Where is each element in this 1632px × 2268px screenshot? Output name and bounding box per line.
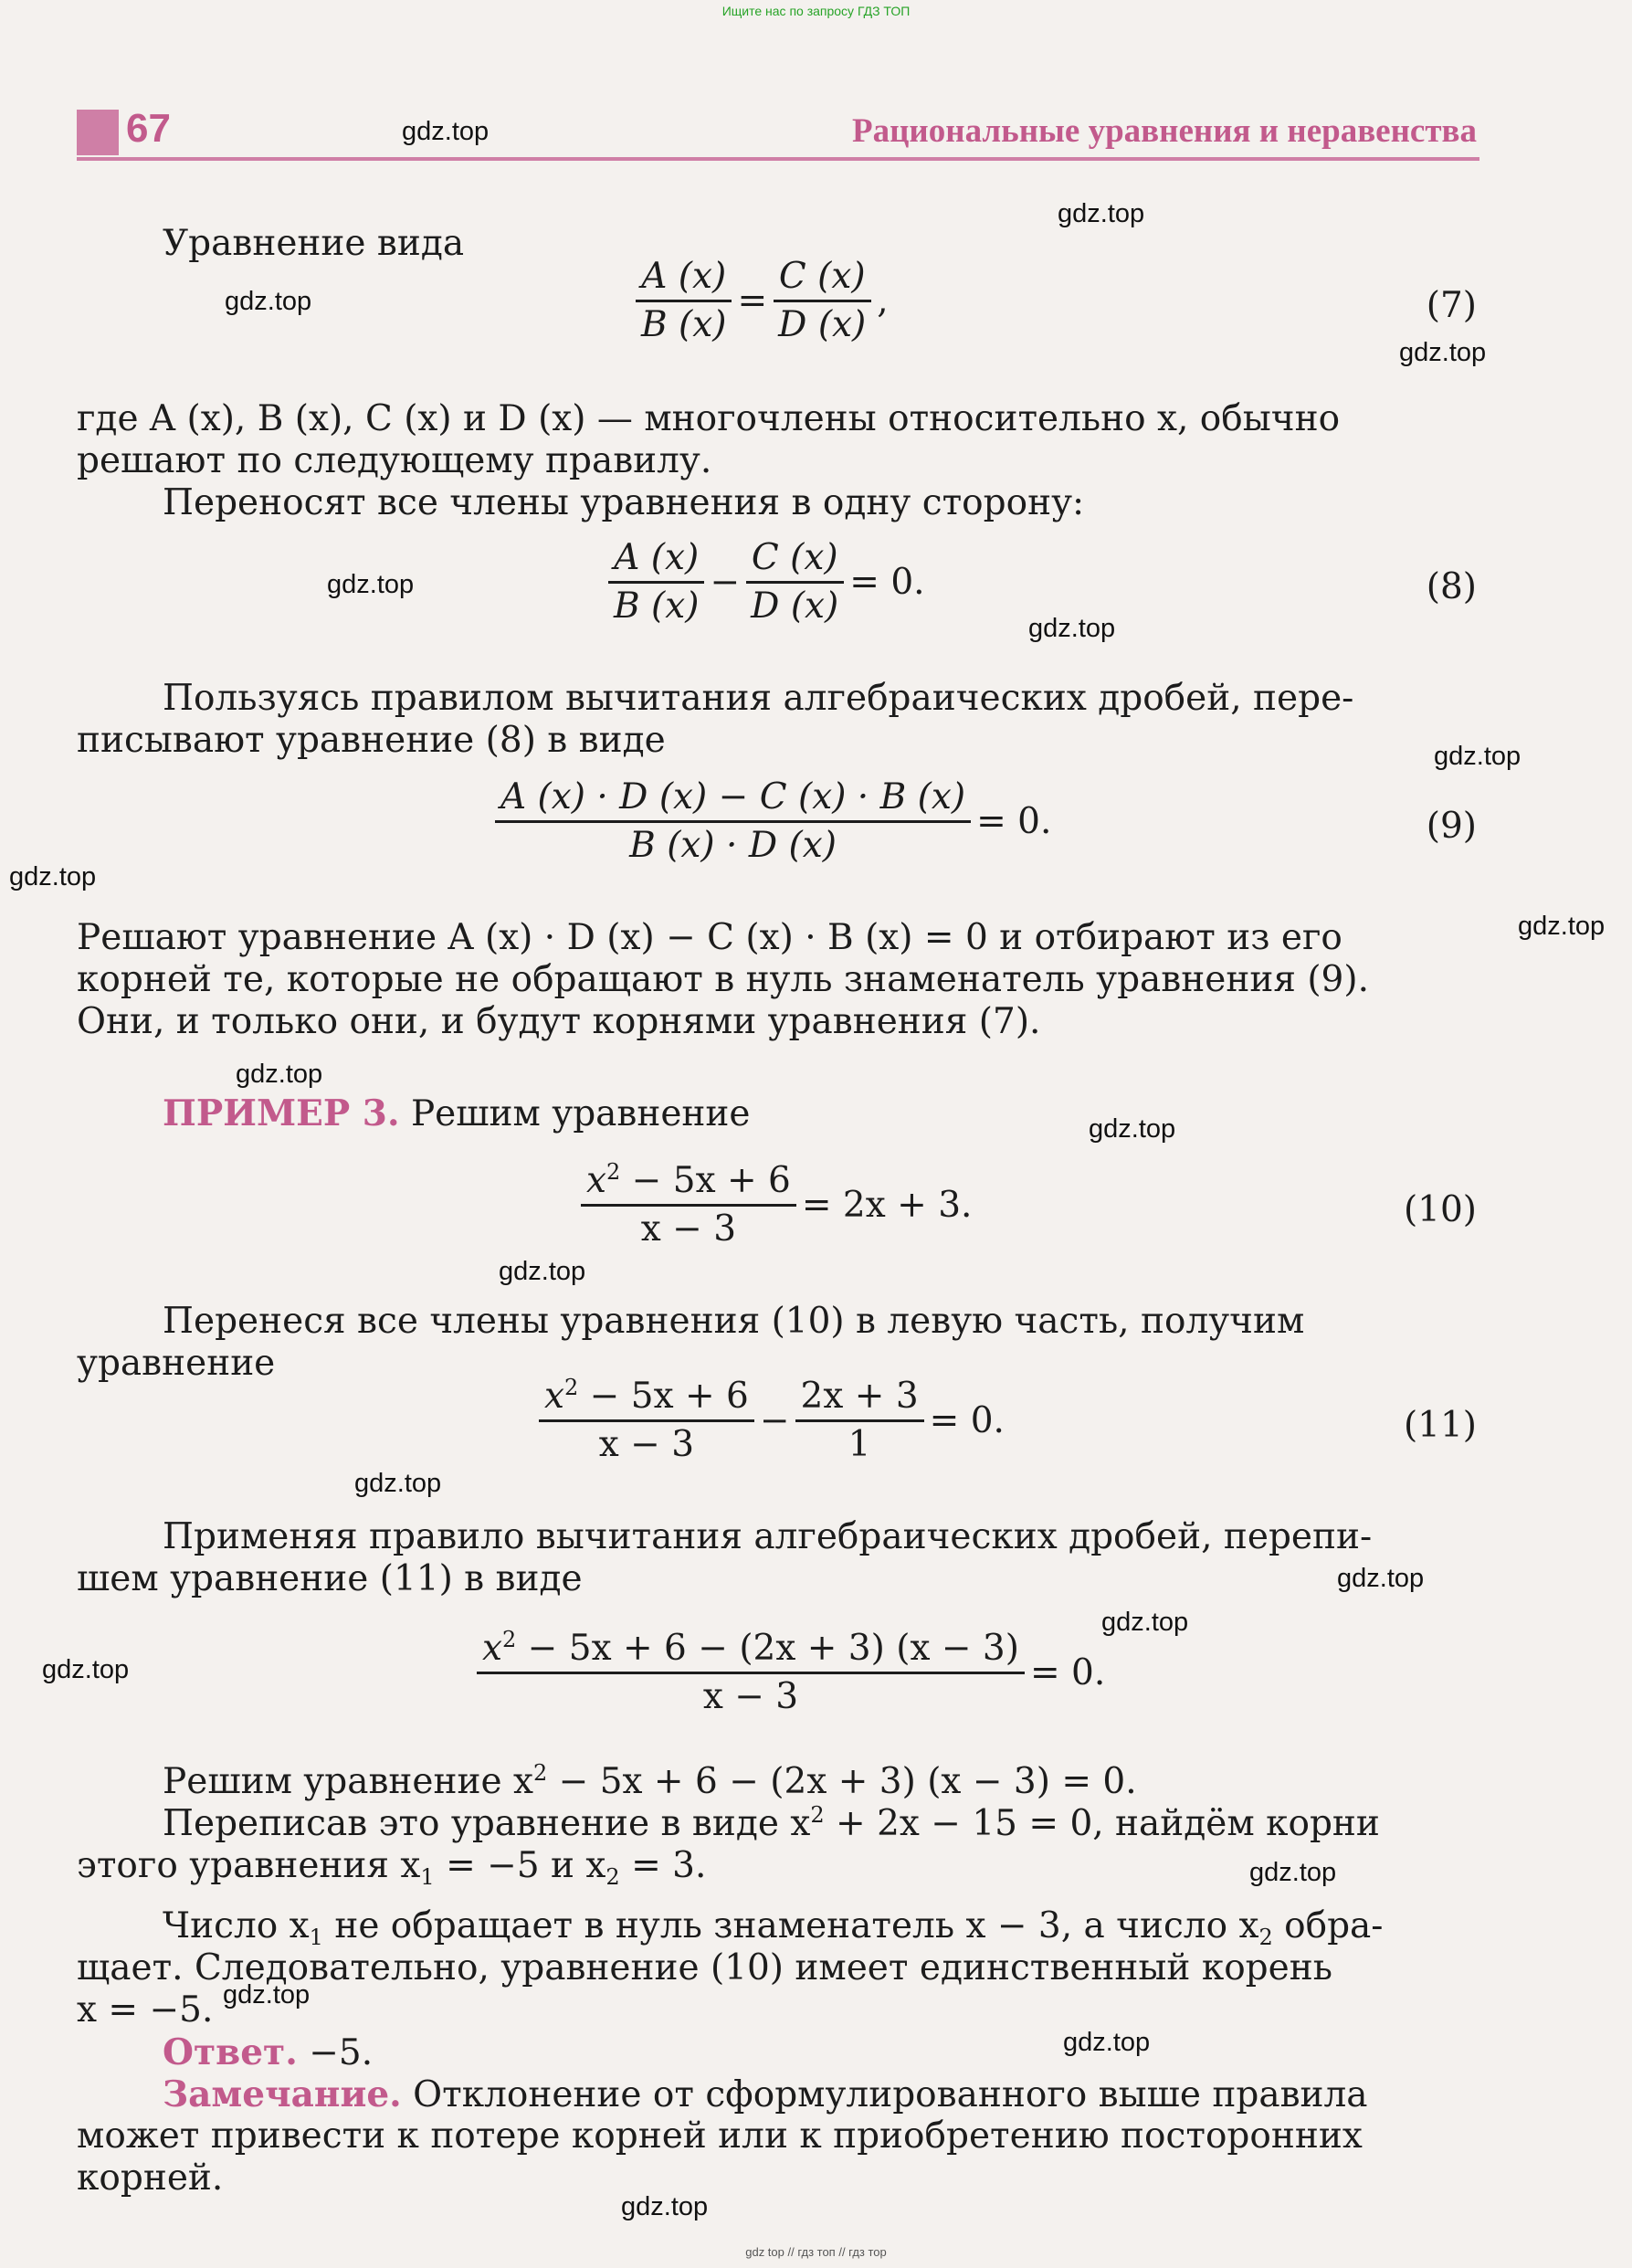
remark-text: Отклонение от сформулированного выше правила bbox=[413, 2074, 1368, 2115]
text-line: писывают уравнение (8) в виде bbox=[77, 720, 666, 761]
watermark: gdz.top bbox=[1089, 1114, 1176, 1144]
answer-label: Ответ. bbox=[163, 2031, 298, 2073]
remark-line bbox=[163, 2073, 1368, 2116]
text-line: щает. Следовательно, уравнение (10) имеет единственный корень bbox=[77, 1947, 1332, 1988]
example-text: Решим уравнение bbox=[410, 1093, 751, 1134]
eq11-num-var: x bbox=[544, 1376, 564, 1417]
eq7-tail: , bbox=[877, 280, 889, 322]
eq12-den: x − 3 bbox=[702, 1676, 799, 1717]
eq10-num-var: x bbox=[586, 1160, 606, 1201]
text-part: = −5 и x bbox=[434, 1845, 606, 1886]
eq10-num-rest: − 5x + 6 bbox=[620, 1160, 791, 1201]
example-label: ПРИМЕР 3. bbox=[163, 1092, 400, 1134]
text-line bbox=[163, 1905, 1384, 1950]
answer-value: −5. bbox=[309, 2032, 374, 2073]
text-line: Они, и только они, и будут корнями уравнения (7). bbox=[77, 1001, 1041, 1042]
eq12-num-var: x bbox=[482, 1628, 502, 1669]
eq8-den-right: D (x) bbox=[751, 585, 839, 627]
watermark: gdz.top bbox=[327, 570, 415, 599]
eq9-den: B (x) · D (x) bbox=[629, 825, 837, 866]
watermark: gdz.top bbox=[1101, 1608, 1189, 1637]
text-line bbox=[163, 1803, 1380, 1845]
text-part: этого уравнения x bbox=[77, 1845, 421, 1886]
equation-8 bbox=[603, 535, 925, 629]
text-line: корней те, которые не обращают в нуль знаменатель уравнения (9). bbox=[77, 959, 1369, 1000]
eq10-den: x − 3 bbox=[640, 1208, 737, 1250]
eq8-num-right: C (x) bbox=[746, 535, 844, 584]
text-line: Применяя правило вычитания алгебраических дробей, перепи- bbox=[163, 1516, 1373, 1557]
superscript: 2 bbox=[532, 1760, 548, 1786]
watermark: gdz.top bbox=[621, 2192, 709, 2221]
subscript: 2 bbox=[605, 1864, 620, 1890]
top-note: Ищите нас по запросу ГДЗ ТОП bbox=[721, 4, 911, 18]
text-line: Решают уравнение A (x) · D (x) − C (x) · B (x) = 0 и отбирают из его bbox=[77, 917, 1342, 958]
watermark: gdz.top bbox=[42, 1655, 130, 1684]
text-line: корней. bbox=[77, 2157, 224, 2199]
equation-7 bbox=[630, 254, 889, 348]
eq11-num-exp: 2 bbox=[564, 1375, 579, 1400]
eq12-tail: = 0. bbox=[1029, 1652, 1106, 1693]
equation-number-10: (10) bbox=[1403, 1189, 1477, 1230]
text-line: Уравнение вида bbox=[163, 223, 465, 264]
text-line: Перенеся все члены уравнения (10) в левую часть, получим bbox=[163, 1301, 1305, 1342]
text-part: Переписав это уравнение в виде x bbox=[163, 1803, 811, 1844]
example-heading bbox=[163, 1092, 751, 1135]
subscript: 1 bbox=[309, 1925, 323, 1950]
watermark: gdz.top bbox=[223, 1980, 311, 2010]
equation-11 bbox=[533, 1374, 1005, 1468]
text-line bbox=[163, 1761, 1137, 1803]
eq10-tail: = 2x + 3. bbox=[801, 1185, 973, 1226]
header-rule bbox=[77, 157, 1479, 161]
eq11-operator: − bbox=[759, 1400, 790, 1441]
text-part: обра- bbox=[1272, 1905, 1384, 1946]
text-part: Число x bbox=[163, 1905, 310, 1946]
text-line: уравнение bbox=[77, 1343, 276, 1384]
text-line: решают по следующему правилу. bbox=[77, 440, 712, 481]
text-part: Решим уравнение x bbox=[163, 1761, 533, 1802]
watermark: gdz.top bbox=[9, 862, 97, 891]
text-line: где A (x), B (x), C (x) и D (x) — многочлены относительно x, обычно bbox=[77, 398, 1341, 439]
eq11-den-left: x − 3 bbox=[598, 1424, 695, 1465]
page-marker bbox=[77, 110, 119, 155]
equation-number-7: (7) bbox=[1426, 285, 1477, 326]
remark-label: Замечание. bbox=[163, 2073, 402, 2115]
equation-number-9: (9) bbox=[1426, 806, 1477, 847]
text-part: + 2x − 15 = 0, найдём корни bbox=[824, 1803, 1380, 1844]
equation-number-11: (11) bbox=[1403, 1405, 1477, 1446]
watermark: gdz.top bbox=[1399, 338, 1487, 367]
eq7-den-left: B (x) bbox=[641, 304, 727, 345]
text-line: x = −5. bbox=[77, 1989, 214, 2031]
eq7-num-left: A (x) bbox=[636, 254, 732, 302]
eq9-tail: = 0. bbox=[976, 801, 1052, 842]
watermark: gdz.top bbox=[1434, 742, 1521, 771]
subscript: 2 bbox=[1258, 1925, 1273, 1950]
eq11-tail: = 0. bbox=[929, 1400, 1005, 1441]
equation-9 bbox=[490, 775, 1051, 869]
eq11-num-right: 2x + 3 bbox=[795, 1374, 924, 1422]
eq7-operator: = bbox=[737, 280, 768, 322]
answer-line bbox=[163, 2031, 373, 2074]
eq11-den-right: 1 bbox=[848, 1424, 871, 1465]
equation-number-8: (8) bbox=[1426, 566, 1477, 607]
eq10-num-exp: 2 bbox=[606, 1159, 621, 1185]
watermark: gdz.top bbox=[499, 1257, 586, 1286]
watermark: gdz.top bbox=[1249, 1858, 1337, 1887]
watermark: gdz.top bbox=[1063, 2028, 1151, 2057]
eq7-den-right: D (x) bbox=[778, 304, 867, 345]
eq7-num-right: C (x) bbox=[774, 254, 871, 302]
eq8-num-left: A (x) bbox=[608, 535, 704, 584]
text-line bbox=[77, 1845, 707, 1890]
watermark: gdz.top bbox=[354, 1469, 442, 1498]
eq8-operator: − bbox=[710, 562, 741, 603]
text-line: Переносят все члены уравнения в одну сторону: bbox=[163, 482, 1085, 523]
running-title: Рациональные уравнения и неравенства bbox=[852, 112, 1477, 150]
eq8-den-left: B (x) bbox=[614, 585, 700, 627]
watermark: gdz.top bbox=[1058, 199, 1145, 228]
text-line: Пользуясь правилом вычитания алгебраических дробей, пере- bbox=[163, 678, 1354, 719]
eq12-num-rest: − 5x + 6 − (2x + 3) (x − 3) bbox=[516, 1628, 1019, 1669]
watermark: gdz.top bbox=[236, 1060, 323, 1089]
eq11-num-rest: − 5x + 6 bbox=[578, 1376, 749, 1417]
eq8-tail: = 0. bbox=[849, 562, 925, 603]
watermark: gdz.top bbox=[1337, 1564, 1425, 1593]
text-part: не обращает в нуль знаменатель x − 3, а число x bbox=[322, 1905, 1259, 1946]
equation-12 bbox=[471, 1626, 1105, 1720]
bottom-note: gdz top // гдз топ // гдз тор bbox=[745, 2245, 887, 2259]
watermark: gdz.top bbox=[225, 287, 312, 316]
text-part: − 5x + 6 − (2x + 3) (x − 3) = 0. bbox=[547, 1761, 1137, 1802]
eq9-num: A (x) · D (x) − C (x) · B (x) bbox=[495, 775, 971, 823]
superscript: 2 bbox=[810, 1802, 825, 1828]
subscript: 1 bbox=[420, 1864, 435, 1890]
watermark: gdz.top bbox=[1028, 614, 1116, 643]
text-line: шем уравнение (11) в виде bbox=[77, 1558, 583, 1599]
eq12-num-exp: 2 bbox=[502, 1627, 517, 1652]
watermark: gdz.top bbox=[402, 117, 490, 146]
watermark: gdz.top bbox=[1518, 912, 1606, 941]
equation-10 bbox=[575, 1158, 972, 1252]
text-part: = 3. bbox=[619, 1845, 707, 1886]
page-number: 67 bbox=[126, 106, 171, 151]
text-line: может привести к потере корней или к приобретению посторонних bbox=[77, 2115, 1363, 2157]
